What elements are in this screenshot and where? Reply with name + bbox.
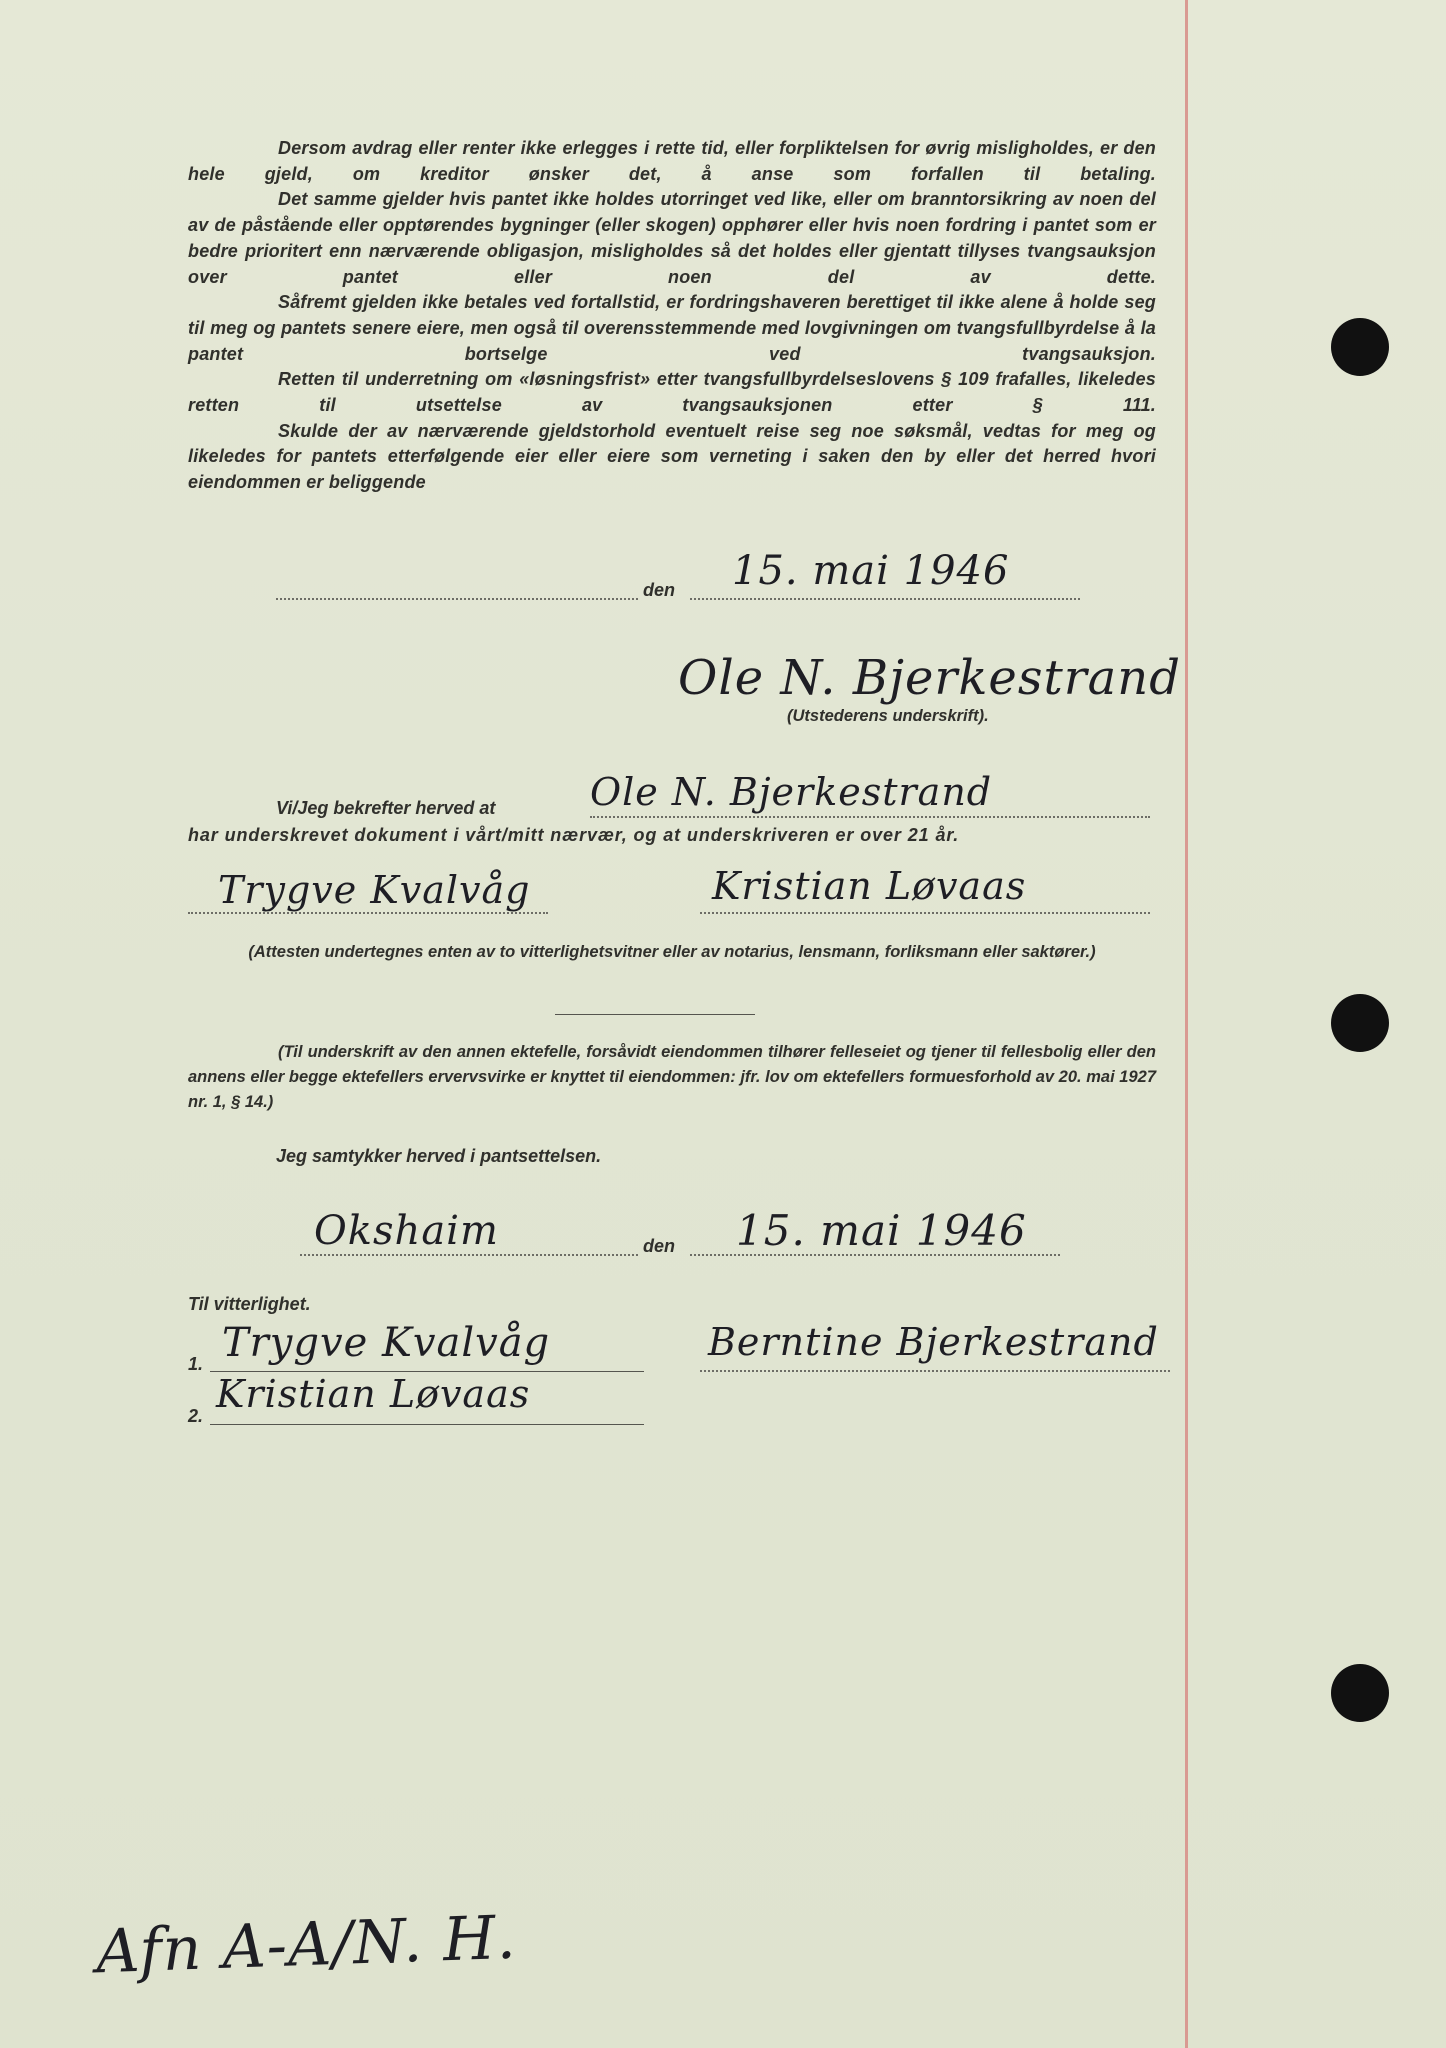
consent-place-line xyxy=(300,1254,638,1256)
attest-note: (Attesten undertegnes enten av to vitterlighetsvitner eller av notarius, lensmann, forliksmann eller saktører.) xyxy=(248,943,1096,961)
terms-text xyxy=(188,136,1156,496)
spouse-signature: Berntine Bjerkestrand xyxy=(708,1320,1159,1364)
red-margin-line xyxy=(1185,0,1188,2048)
paragraph-default: Dersom avdrag eller renter ikke erlegges i rette tid, eller forpliktelsen for øvrig misligholdes, er den hele gjeld, om kreditor ønsker det, å anse som forfallen til betaling. xyxy=(188,138,1156,184)
witness2-line xyxy=(700,912,1150,914)
witness1-signature: Trygve Kvalvåg xyxy=(218,868,531,912)
confirm-prefix: Vi/Jeg bekrefter herved at xyxy=(276,798,496,818)
witness2-signature: Kristian Løvaas xyxy=(712,864,1027,908)
signer-line xyxy=(590,816,1150,818)
punch-hole-middle xyxy=(1331,994,1389,1052)
consent-witness2-line xyxy=(210,1424,644,1425)
consent-text: Jeg samtykker herved i pantsettelsen. xyxy=(276,1146,602,1166)
confirm-line-2: har underskrevet dokument i vårt/mitt nærvær, og at underskriveren er over 21 år. xyxy=(188,825,960,845)
spouse-signature-line xyxy=(700,1370,1170,1372)
punch-hole-top xyxy=(1331,318,1389,376)
punch-hole-bottom xyxy=(1331,1664,1389,1722)
consent-den-label: den xyxy=(643,1236,676,1256)
separator-rule xyxy=(555,1014,755,1015)
footer-annotation: Afn A-A/N. H. xyxy=(94,1902,518,1988)
witness-number-2: 2. xyxy=(188,1406,204,1426)
consent-date-handwritten: 15. mai 1946 xyxy=(736,1206,1027,1255)
consent-place-handwritten: Okshaim xyxy=(314,1208,499,1254)
paragraph-payment: Såfremt gjelden ikke betales ved fortallstid, er fordringshaveren berettiget til ikke alene å holde seg til meg og pantets senere eiere, men også til overensstemmende med lovgivningen om tvangsfullbyrdelse å la pantet bortselge ved tvangsauksjon. xyxy=(188,292,1156,364)
date-line xyxy=(690,598,1080,600)
consent-witness2-signature: Kristian Løvaas xyxy=(216,1372,531,1416)
paragraph-notice: Retten til underretning om «løsningsfrist» etter tvangsfullbyrdelseslovens § 109 frafalles, likeledes retten til utsettelse av tvangsauksjonen etter § 111. xyxy=(188,369,1156,416)
confirmed-signer-handwritten: Ole N. Bjerkestrand xyxy=(590,770,993,814)
til-vitterlighet: Til vitterlighet. xyxy=(188,1294,311,1314)
issuer-date-handwritten: 15. mai 1946 xyxy=(732,548,1010,594)
witness-number-1: 1. xyxy=(188,1354,204,1374)
paragraph-fire-insurance: Det samme gjelder hvis pantet ikke holdes utorringet ved like, eller om branntorsikring av noen del av de påstående eller opptørendes bygninger (eller skogen) opphører eller hvis noen fordring i pantet som er bedre prioritert enn nærværende obligasjon, misligholdes så det holdes eller gjentatt tillyses tvangsauksjon over pantet eller noen del av dette. xyxy=(188,189,1156,287)
signature-caption: (Utstederens underskrift). xyxy=(787,707,989,725)
place-line xyxy=(276,598,638,600)
consent-witness1-signature: Trygve Kvalvåg xyxy=(222,1320,551,1366)
paragraph-venue: Skulde der av nærværende gjeldstorhold eventuelt reise seg noe søksmål, vedtas for meg og likeledes for pantets etterfølgende eier eller eiere som verneting i saken den by eller det herred hvori eiendommen er beliggende xyxy=(188,420,1156,493)
witness1-line xyxy=(188,912,548,914)
issuer-signature: Ole N. Bjerkestrand xyxy=(678,650,1181,706)
spouse-note: (Til underskrift av den annen ektefelle, forsåvidt eiendommen tilhører felleseiet og tjener til fellesbolig eller den annens eller begge ektefellers ervervsvirke er knyttet til eiendommen: jfr. lov om ektefellers formuesforhold av 20. mai 1927 nr. 1, § 14.) xyxy=(188,1043,1156,1111)
den-label: den xyxy=(643,580,676,600)
